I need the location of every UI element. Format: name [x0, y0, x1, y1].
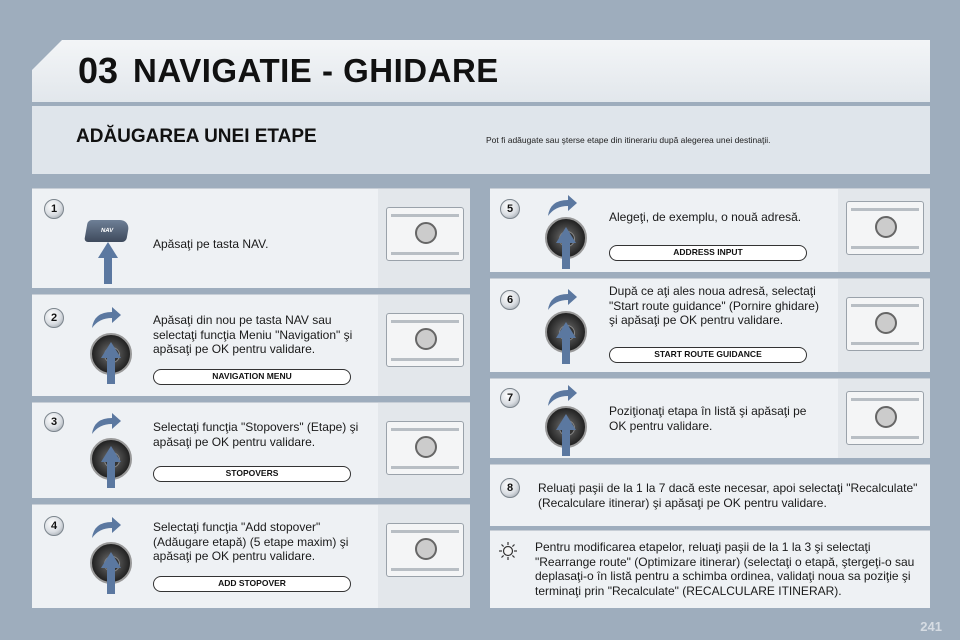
press-arrow-icon [100, 340, 122, 386]
step-7-text: Poziţionaţi etapa în listă şi apăsaţi pe OK pentru validare. [609, 404, 807, 433]
press-arrow-icon [555, 412, 577, 458]
section-title: ADĂUGAREA UNEI ETAPE [76, 126, 317, 147]
press-arrow-icon [100, 444, 122, 490]
add-stopover-pill: ADD STOPOVER [153, 576, 351, 592]
rotate-arrow-icon [546, 288, 578, 312]
press-arrow-icon [555, 320, 577, 366]
step-5-text: Alegeţi, de exemplu, o nouă adresă. [609, 210, 802, 224]
step-2-text: Apăsaţi din nou pe tasta NAV sau selectaţi funcţia Meniu "Navigation" şi apăsaţi pe OK pentru validare. [153, 313, 353, 356]
radio-unit-icon [846, 201, 924, 255]
step-2-badge: 2 [44, 308, 64, 328]
navigation-menu-pill: NAVIGATION MENU [153, 369, 351, 385]
radio-unit-icon [386, 313, 464, 367]
radio-thumbnail [378, 295, 470, 396]
tip-text: Pentru modificarea etapelor, reluaţi paşii de la 1 la 3 şi selectaţi "Rearrange route" (Optimizare itinerar) (selectaţi o etapă, ştergeţi-o sau deplasaţi-o în listă pentru a schimba ordinea, validaţi noua sa poziţie şi terminaţi prin "Recalculate" (RECALCULARE ITINERAR). [535, 540, 915, 598]
step-6-text: După ce aţi ales noua adresă, selectaţi "Start route guidance" (Pornire ghidare) şi apăsaţi pe OK pentru validare. [609, 284, 819, 327]
stopovers-pill: STOPOVERS [153, 466, 351, 482]
step-3-text: Selectaţi funcţia "Stopovers" (Etape) şi apăsaţi pe OK pentru validare. [153, 420, 359, 449]
step-4-badge: 4 [44, 516, 64, 536]
radio-unit-icon [386, 523, 464, 577]
step-6-badge: 6 [500, 290, 520, 310]
radio-thumbnail [378, 505, 470, 608]
step-7-badge: 7 [500, 388, 520, 408]
nav-key-icon: NAV [84, 220, 130, 242]
step-4-text: Selectaţi funcţia "Add stopover" (Adăugare etapă) (5 etape maxim) şi apăsaţi pe OK pentru validare. [153, 520, 349, 563]
rotate-arrow-icon [90, 412, 122, 436]
radio-thumbnail [378, 189, 470, 288]
rotate-arrow-icon [90, 306, 122, 330]
step-8-badge: 8 [500, 478, 520, 498]
page-number: 241 [920, 619, 942, 634]
section-intro: Pot fi adăugate sau şterse etape din itinerariu după alegerea unei destinaţii. [486, 135, 771, 145]
step-3-badge: 3 [44, 412, 64, 432]
radio-thumbnail [838, 279, 930, 372]
radio-thumbnail [838, 189, 930, 272]
radio-thumbnail [838, 379, 930, 458]
rotate-arrow-icon [546, 384, 578, 408]
press-arrow-icon [97, 240, 119, 286]
radio-unit-icon [846, 297, 924, 351]
radio-unit-icon [846, 391, 924, 445]
address-input-pill: ADDRESS INPUT [609, 245, 807, 261]
rotate-arrow-icon [90, 516, 122, 540]
step-1-badge: 1 [44, 199, 64, 219]
start-route-guidance-pill: START ROUTE GUIDANCE [609, 347, 807, 363]
radio-unit-icon [386, 421, 464, 475]
press-arrow-icon [100, 550, 122, 596]
chapter-number: 03 [78, 50, 119, 91]
step-8-text: Reluaţi paşii de la 1 la 7 dacă este necesar, apoi selectaţi "Recalculate" (Recalculare itinerar) şi apăsaţi pe OK pentru validare. [538, 481, 918, 510]
radio-thumbnail [378, 403, 470, 498]
rotate-arrow-icon [546, 194, 578, 218]
press-arrow-icon [555, 225, 577, 271]
lightbulb-icon [499, 542, 517, 560]
page-title: NAVIGATIE - GHIDARE [133, 52, 499, 89]
step-1-text: Apăsaţi pe tasta NAV. [153, 237, 269, 251]
step-5-badge: 5 [500, 199, 520, 219]
radio-unit-icon [386, 207, 464, 261]
